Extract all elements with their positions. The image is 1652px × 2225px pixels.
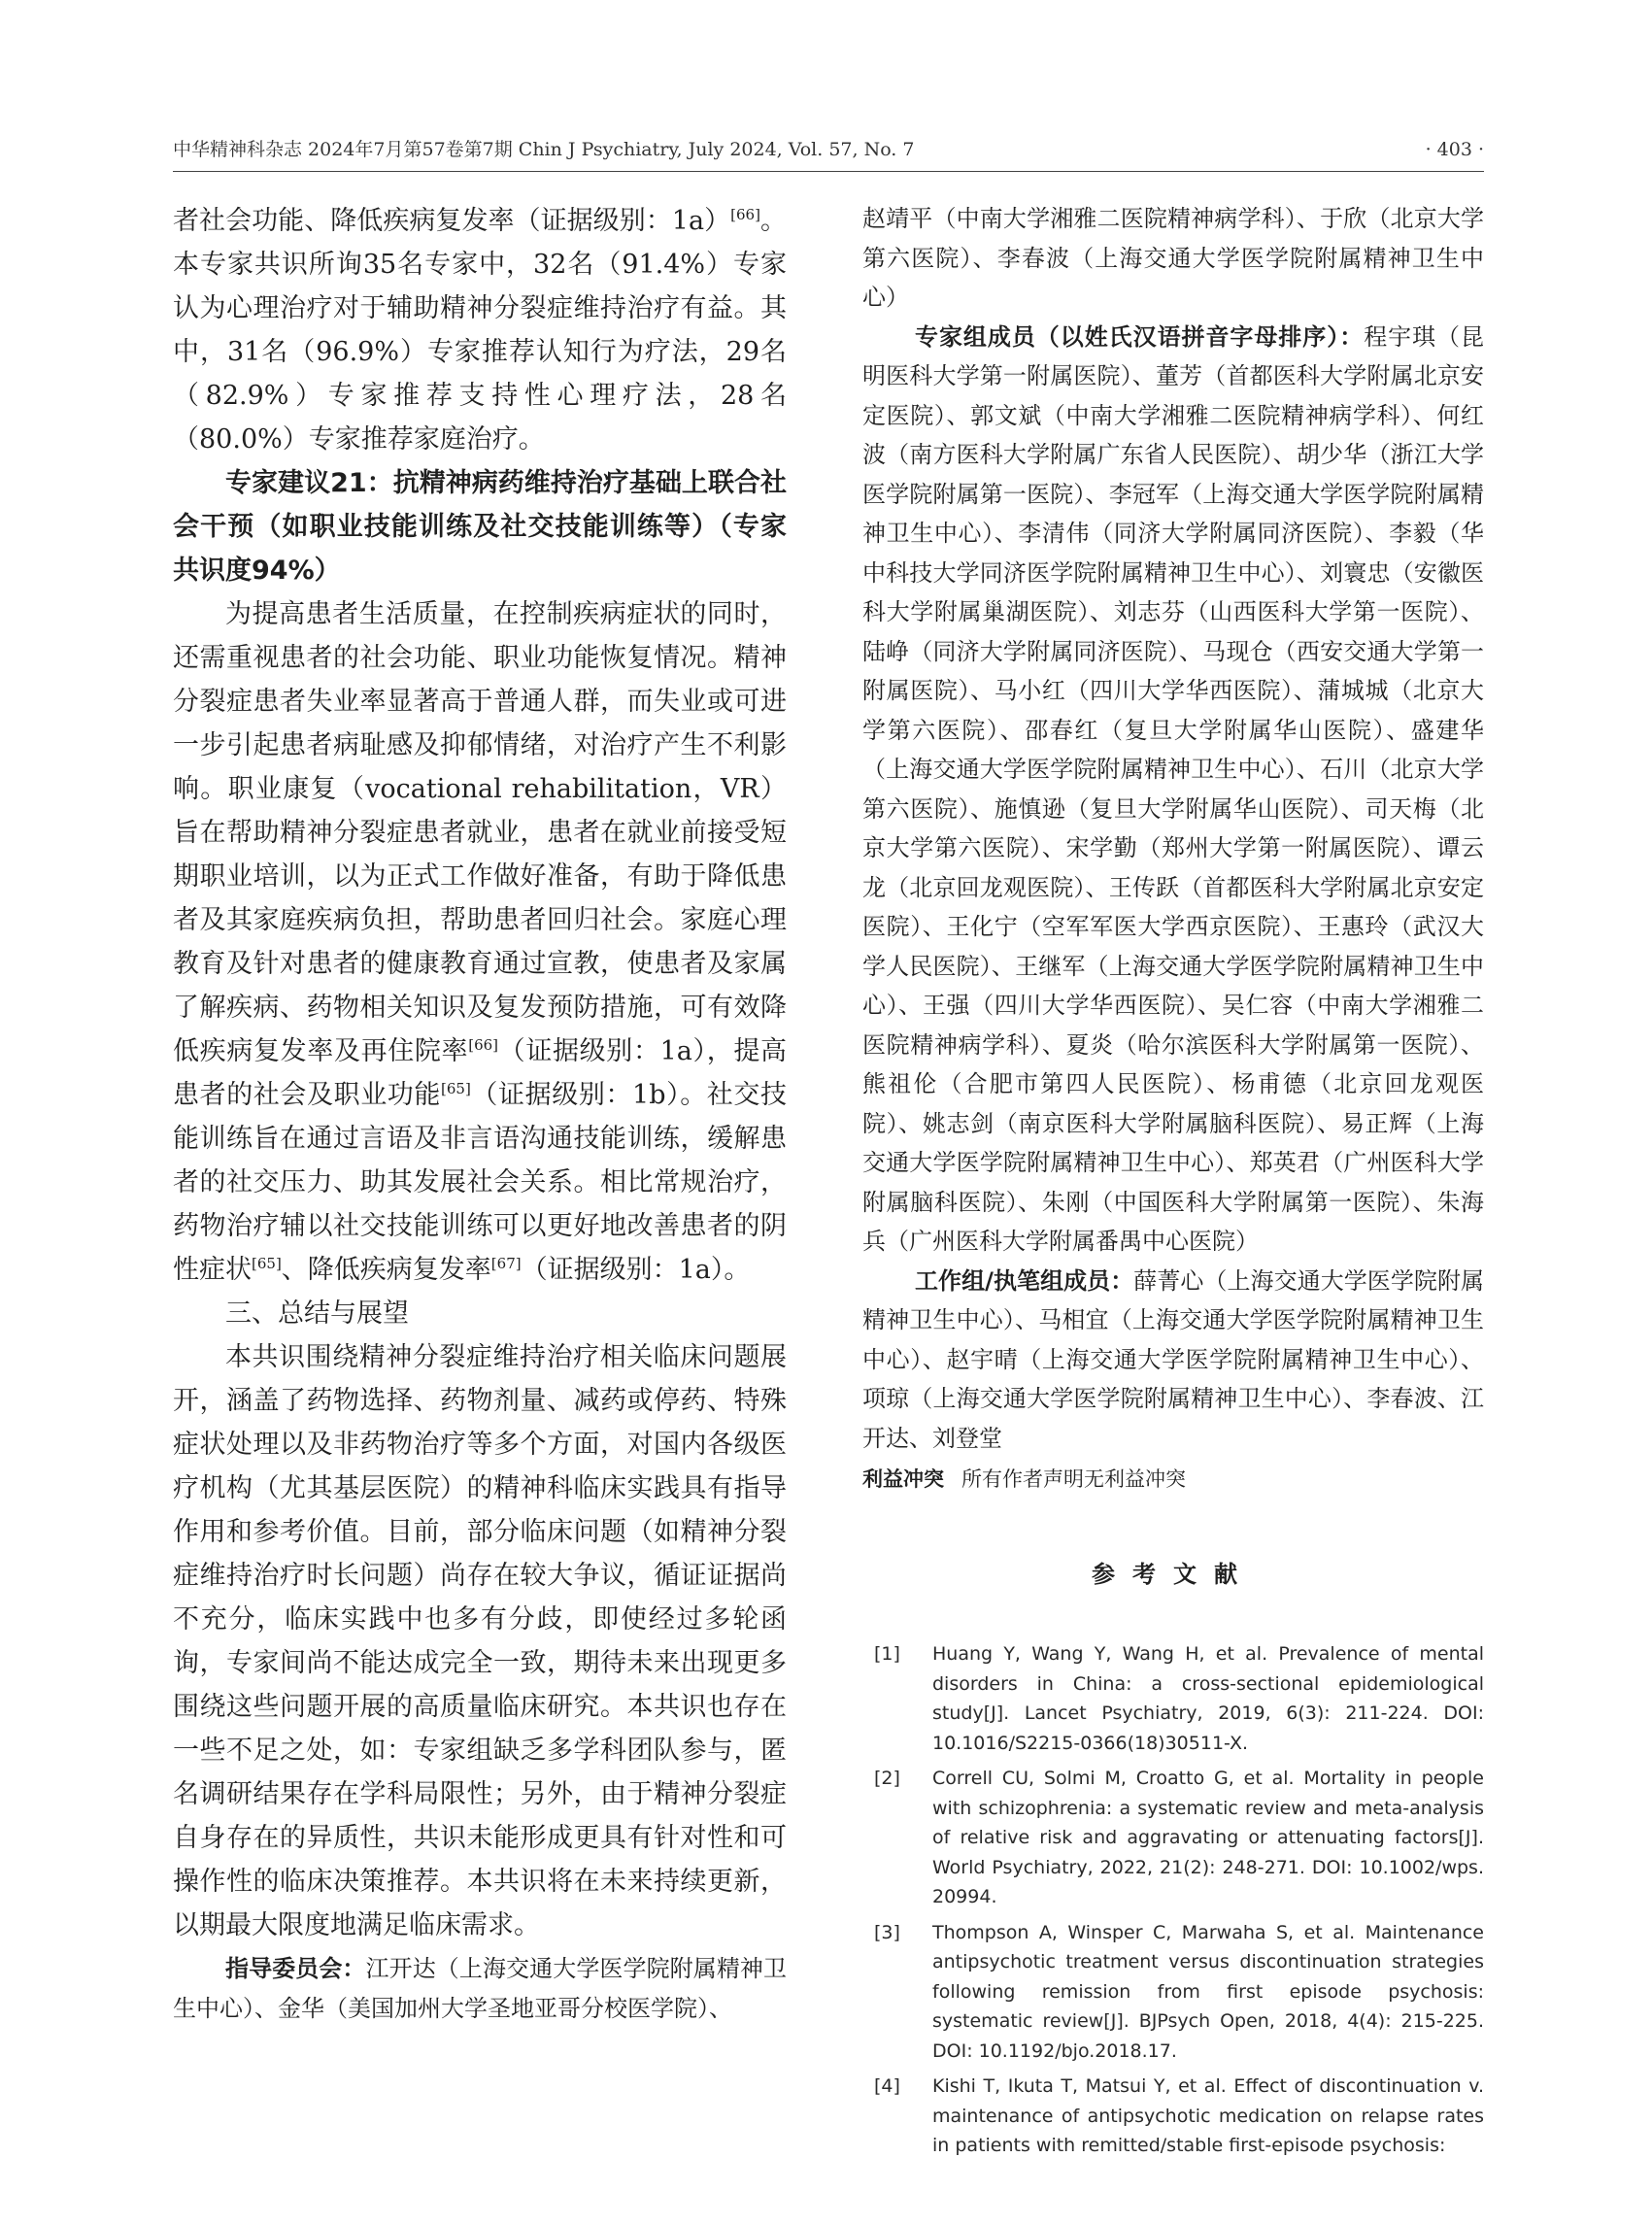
citation[interactable]: [66] xyxy=(468,1036,499,1054)
citation[interactable]: [65] xyxy=(252,1255,282,1272)
conflict-text: 所有作者声明无利益冲突 xyxy=(961,1467,1186,1491)
right-column xyxy=(862,199,1484,2167)
conflict-label: 利益冲突 xyxy=(862,1467,944,1491)
reference-number: [3] xyxy=(874,1921,900,1943)
conflict-of-interest xyxy=(862,1460,1484,1499)
text-run: 者社会功能、降低疾病复发率（证据级别：1a） xyxy=(173,206,731,236)
guiding-committee-text: 江开达（上海交通大学医学院附属精神卫生中心）、金华（美国加州大学圣地亚哥分校医学院）、 xyxy=(173,1955,788,2022)
running-header xyxy=(173,134,1484,165)
text-run: 。本专家共识所询35名专家中，32名（91.4%）专家认为心理治疗对于辅助精神分裂症维持治疗有益。其中，31名（96.9%）专家推荐认知行为疗法，29名（82.9%）专家推荐支持性心理疗法，28名（80.0%）专家推荐家庭治疗。 xyxy=(173,206,787,455)
reference-number: [4] xyxy=(874,2075,900,2097)
reference-item xyxy=(862,2072,1484,2161)
recommendation-21: 专家建议21：抗精神病药维持治疗基础上联合社会干预（如职业技能训练及社交技能训练等）（专家共识度94%） xyxy=(173,468,787,586)
citation[interactable]: [66] xyxy=(730,206,760,223)
reference-text: Thompson A, Winsper C, Marwaha S, et al. Maintenance antipsychotic treatment versus discontinuation strategies following remission from first episode psychosis: systematic review[J]. BJPsych Open, 2018, 4(4): 215-225. DOI: 10.1192/bjo.2018.17. xyxy=(932,1921,1484,2062)
reference-number: [2] xyxy=(874,1768,900,1789)
text-run: 、降低疾病复发率 xyxy=(281,1255,491,1285)
section-heading-summary: 三、总结与展望 xyxy=(225,1298,409,1329)
citation[interactable]: [65] xyxy=(441,1080,471,1097)
reference-number: [1] xyxy=(874,1643,900,1665)
working-group-text: 薛菁心（上海交通大学医学院附属精神卫生中心）、马相宜（上海交通大学医学院附属精神卫生中心）、赵宇晴（上海交通大学医学院附属精神卫生中心）、项琼（上海交通大学医学院附属精神卫生中心）、李春波、江开达、刘登堂 xyxy=(862,1266,1485,1452)
left-column xyxy=(173,199,787,2028)
reference-list xyxy=(862,1639,1484,2161)
text-run: （证据级别：1b）。社交技能训练旨在通过言语及非言语沟通技能训练，缓解患者的社交压力、助其发展社会关系。相比常规治疗，药物治疗辅以社交技能训练可以更好地改善患者的阴性症状 xyxy=(173,1080,787,1285)
expert-group-text: 程宇琪（昆明医科大学第一附属医院）、董芳（首都医科大学附属北京安定医院）、郭文斌（中南大学湘雅二医院精神病学科）、何红波（南方医科大学附属广东省人民医院）、胡少华（浙江大学医学院附属第一医院）、李冠军（上海交通大学医学院附属精神卫生中心）、李清伟（同济大学附属同济医院）、李毅（华中科技大学同济医学院附属精神卫生中心）、刘寰忠（安徽医科大学附属巢湖医院）、刘志芬（山西医科大学第一医院）、陆峥（同济大学附属同济医院）、马现仓（西安交通大学第一附属医院）、马小红（四川大学华西医院）、蒲城城（北京大学第六医院）、邵春红（复旦大学附属华山医院）、盛建华（上海交通大学医学院附属精神卫生中心）、石川（北京大学第六医院）、施慎逊（复旦大学附属华山医院）、司天梅（北京大学第六医院）、宋学勤（郑州大学第一附属医院）、谭云龙（北京回龙观医院）、王传跃（首都医科大学附属北京安定医院）、王化宁（空军军医大学西京医院）、王惠玲（武汉大学人民医院）、王继军（上海交通大学医学院附属精神卫生中心）、王强（四川大学华西医院）、吴仁容（中南大学湘雅二医院精神病学科）、夏炎（哈尔滨医科大学附属第一医院）、熊祖伦（合肥市第四人民医院）、杨甫德（北京回龙观医院）、姚志剑（南京医科大学附属脑科医院）、易正辉（上海交通大学医学院附属精神卫生中心）、郑英君（广州医科大学附属脑科医院）、朱刚（中国医科大学附属第一医院）、朱海兵（广州医科大学附属番禺中心医院） xyxy=(862,322,1485,1255)
guiding-committee xyxy=(173,1949,787,2028)
paragraph-psychotherapy xyxy=(173,199,787,461)
reference-text: Correll CU, Solmi M, Croatto G, et al. Mortality in people with schizophrenia: a systematic review and meta-analysis of relative risk and aggravating or attenuating factors[J]. World Psychiatry, 2022, 21(2): 248-271. DOI: 10.1002/wps. 20994. xyxy=(932,1768,1484,1907)
paragraph-social-intervention xyxy=(173,592,787,1292)
guiding-committee-continued: 赵靖平（中南大学湘雅二医院精神病学科）、于欣（北京大学第六医院）、李春波（上海交通大学医学院附属精神卫生中心） xyxy=(862,205,1484,311)
expert-group xyxy=(862,318,1484,1262)
reference-item xyxy=(862,1764,1484,1912)
header-rule xyxy=(173,171,1484,172)
journal-citation: 中华精神科杂志 2024年7月第57卷第7期 Chin J Psychiatry, July 2024, Vol. 57, No. 7 xyxy=(173,139,915,160)
reference-item xyxy=(862,1639,1484,1758)
guiding-committee-label: 指导委员会： xyxy=(225,1955,366,1982)
working-group xyxy=(862,1262,1484,1459)
text-run: （证据级别：1a），提高患者的社会及职业功能 xyxy=(173,1036,788,1110)
reference-item xyxy=(862,1918,1484,2067)
citation[interactable]: [67] xyxy=(490,1255,522,1272)
working-group-label: 工作组/执笔组成员： xyxy=(915,1266,1134,1295)
paragraph-summary: 本共识围绕精神分裂症维持治疗相关临床问题展开，涵盖了药物选择、药物剂量、减药或停药、特殊症状处理以及非药物治疗等多个方面，对国内各级医疗机构（尤其基层医院）的精神科临床实践具有指导作用和参考价值。目前，部分临床问题（如精神分裂症维持治疗时长问题）尚存在较大争议，循证证据尚不充分，临床实践中也多有分歧，即使经过多轮函询，专家间尚不能达成完全一致，期待未来出现更多围绕这些问题开展的高质量临床研究。本共识也存在一些不足之处，如：专家组缺乏多学科团队参与，匿名调研结果存在学科局限性；另外，由于精神分裂症自身存在的异质性，共识未能形成更具有针对性和可操作性的临床决策推荐。本共识将在未来持续更新，以期最大限度地满足临床需求。 xyxy=(173,1342,787,1940)
reference-text: Huang Y, Wang Y, Wang H, et al. Prevalence of mental disorders in China: a cross-sectional epidemiological study[J]. Lancet Psychiatry, 2019, 6(3): 211-224. DOI: 10.1016/S2215-0366(18)30511-X. xyxy=(932,1643,1484,1754)
reference-text: Kishi T, Ikuta T, Matsui Y, et al. Effect of discontinuation v. maintenance of antipsychotic medication on relapse rates in patients with remitted/stable first-episode psychosis: xyxy=(932,2075,1484,2156)
references-heading: 参考文献 xyxy=(1092,1561,1255,1588)
page-number: · 403 · xyxy=(1425,139,1484,160)
expert-group-label: 专家组成员（以姓氏汉语拼音字母排序）： xyxy=(915,322,1365,351)
text-run: （证据级别：1a）。 xyxy=(521,1255,751,1285)
text-run: 为提高患者生活质量，在控制疾病症状的同时，还需重视患者的社会功能、职业功能恢复情况。精神分裂症患者失业率显著高于普通人群，而失业或可进一步引起患者病耻感及抑郁情绪，对治疗产生不利影响。职业康复（vocational rehabilitation，VR）旨在帮助精神分裂症患者就业，患者在就业前接受短期职业培训，以为正式工作做好准备，有助于降低患者及其家庭疾病负担，帮助患者回归社会。家庭心理教育及针对患者的健康教育通过宣教，使患者及家属了解疾病、药物相关知识及复发预防措施，可有效降低疾病复发率及再住院率 xyxy=(173,599,787,1066)
